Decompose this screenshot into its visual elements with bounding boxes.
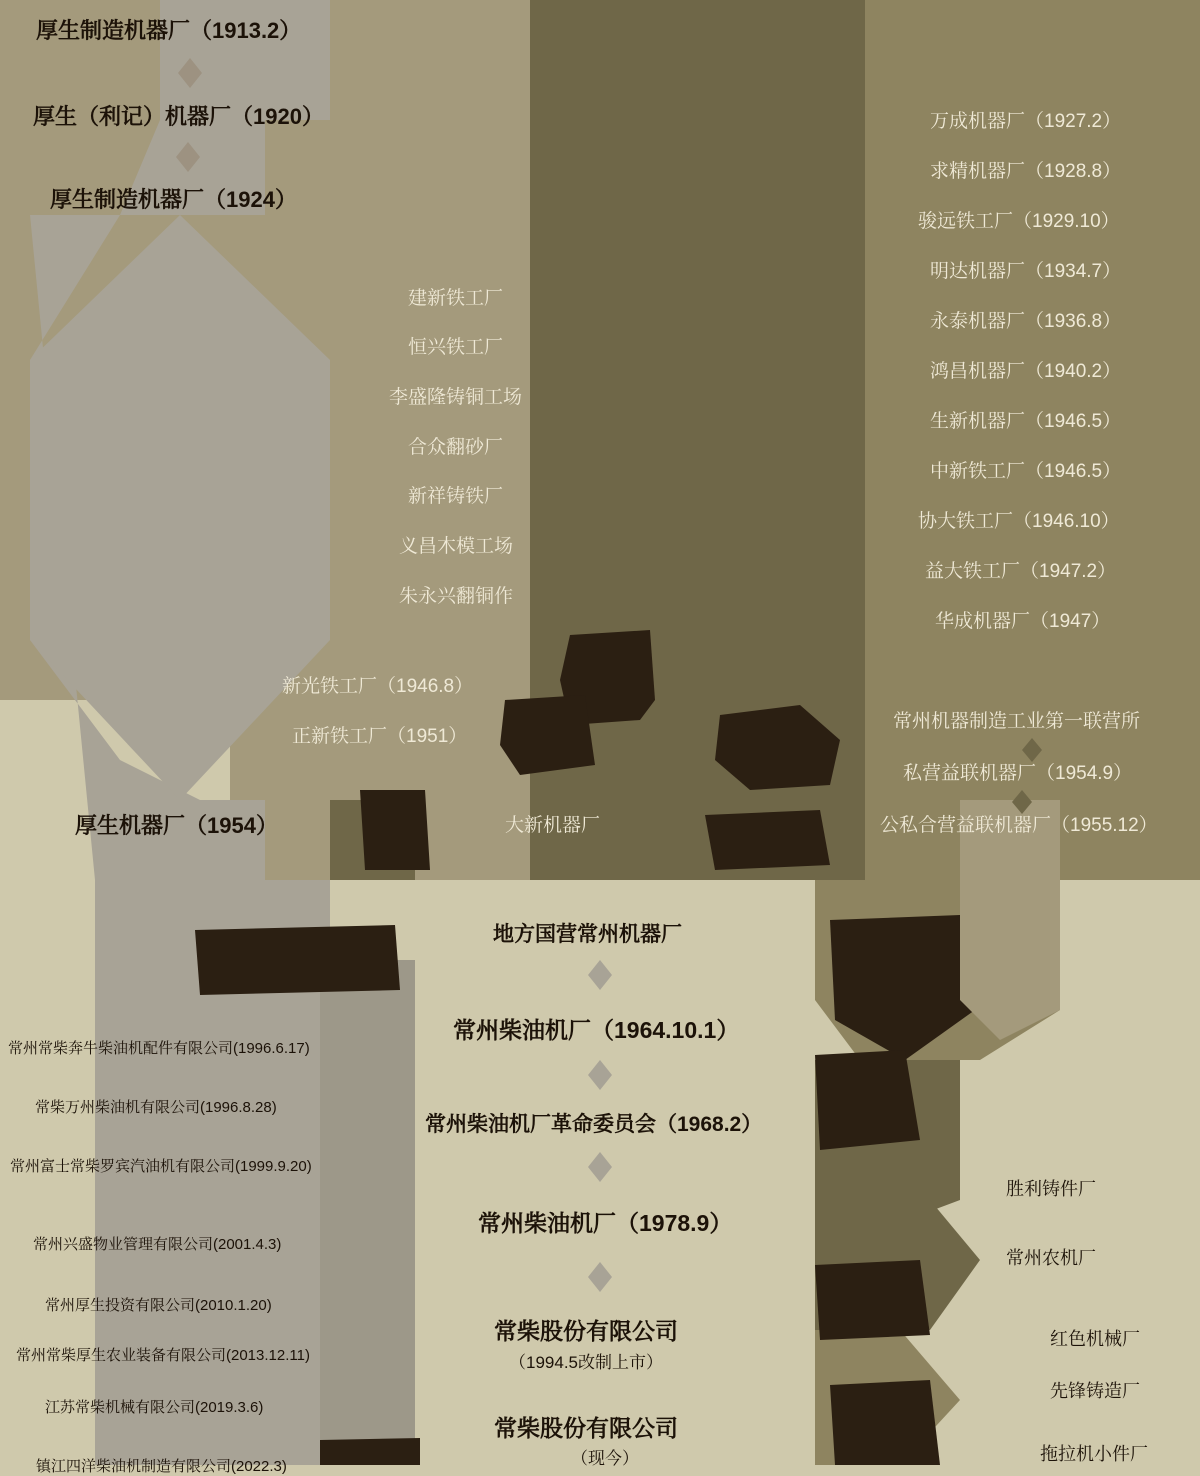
node-dark-left-connector [360, 790, 430, 870]
right-merged-1: 私营益联机器厂（1954.9） [903, 763, 1133, 784]
middle-merged-1: 正新铁工厂（1951） [292, 726, 468, 747]
band-gray-stem [320, 960, 415, 1465]
right-branch-item-0: 万成机器厂（1927.2） [930, 111, 1122, 132]
right-branch-item-1: 求精机器厂（1928.8） [930, 161, 1122, 182]
middle-shop-6: 朱永兴翻铜作 [399, 586, 514, 607]
middle-shop-4: 新祥铸铁厂 [408, 486, 504, 507]
right-branch-item-7: 中新铁工厂（1946.5） [930, 461, 1122, 482]
left-branch-item-1: 厚生（利记）机器厂（1920） [33, 104, 324, 129]
middle-shop-1: 恒兴铁工厂 [408, 337, 504, 358]
middle-shop-5: 义昌木模工场 [399, 536, 514, 557]
right-branch-item-8: 协大铁工厂（1946.10） [918, 511, 1120, 532]
trunk-item-4: 常柴股份有限公司 [494, 1318, 678, 1344]
node-dark-merge-right-2 [705, 810, 830, 870]
right-branch-item-6: 生新机器厂（1946.5） [930, 411, 1122, 432]
subsidiary-left-7: 镇江四洋柴油机制造有限公司(2022.3) [36, 1458, 287, 1475]
trunk-item-3: 常州柴油机厂（1978.9） [478, 1210, 733, 1236]
subsidiary-left-3: 常州兴盛物业管理有限公司(2001.4.3) [33, 1236, 282, 1253]
middle-shop-0: 建新铁工厂 [408, 288, 504, 309]
middle-merged-0: 新光铁工厂（1946.8） [282, 676, 474, 697]
subsidiary-left-4: 常州厚生投资有限公司(2010.1.20) [45, 1297, 272, 1314]
subsidiary-left-0: 常州常柴奔牛柴油机配件有限公司(1996.6.17) [8, 1040, 310, 1057]
right-branch-item-10: 华成机器厂（1947） [935, 611, 1111, 632]
absorbed-right-0: 胜利铸件厂 [1006, 1179, 1096, 1199]
trunk-item-4-sub: （1994.5改制上市） [509, 1353, 663, 1372]
absorbed-right-4: 拖拉机小件厂 [1040, 1444, 1148, 1464]
subsidiary-left-1: 常柴万州柴油机有限公司(1996.8.28) [35, 1099, 277, 1116]
trunk-item-2: 常州柴油机厂革命委员会（1968.2） [425, 1113, 763, 1136]
subsidiary-left-2: 常州富士常柴罗宾汽油机有限公司(1999.9.20) [10, 1158, 312, 1175]
absorbed-right-2: 红色机械厂 [1050, 1329, 1140, 1349]
right-merged-0: 常州机器制造工业第一联营所 [893, 711, 1141, 732]
subsidiary-left-5: 常州常柴厚生农业装备有限公司(2013.12.11) [16, 1347, 310, 1364]
right-branch-item-2: 骏远铁工厂（1929.10） [918, 211, 1120, 232]
left-branch-item-3: 厚生机器厂（1954） [75, 813, 278, 838]
subsidiary-left-6: 江苏常柴机械有限公司(2019.3.6) [45, 1399, 264, 1416]
trunk-background-pocket [415, 880, 815, 1465]
trunk-item-5: 常柴股份有限公司 [494, 1415, 678, 1441]
trunk-item-0: 地方国营常州机器厂 [493, 923, 682, 946]
left-branch-item-0: 厚生制造机器厂（1913.2） [36, 18, 302, 43]
right-branch-item-5: 鸿昌机器厂（1940.2） [930, 361, 1122, 382]
right-merged-2: 公私合营益联机器厂（1955.12） [880, 815, 1158, 836]
left-branch-item-2: 厚生制造机器厂（1924） [50, 187, 297, 212]
node-dark-right-4 [830, 1380, 940, 1465]
right-branch-item-9: 益大铁工厂（1947.2） [925, 561, 1117, 582]
absorbed-right-1: 常州农机厂 [1006, 1248, 1096, 1268]
node-dark-left-sub [195, 925, 400, 995]
right-branch-item-3: 明达机器厂（1934.7） [930, 261, 1122, 282]
node-dark-bottom-left [320, 1438, 420, 1465]
middle-shop-3: 合众翻砂厂 [408, 437, 504, 458]
trunk-item-1: 常州柴油机厂（1964.10.1） [453, 1017, 740, 1043]
middle-merged-2: 大新机器厂 [505, 815, 601, 836]
node-dark-right-3 [815, 1260, 930, 1340]
middle-shop-2: 李盛隆铸铜工场 [389, 387, 523, 408]
trunk-item-5-sub: （现今） [571, 1449, 639, 1468]
node-dark-right-2 [815, 1050, 920, 1150]
node-dark-merge-center-2 [500, 695, 595, 775]
right-branch-item-4: 永泰机器厂（1936.8） [930, 311, 1122, 332]
absorbed-right-3: 先锋铸造厂 [1050, 1381, 1140, 1401]
